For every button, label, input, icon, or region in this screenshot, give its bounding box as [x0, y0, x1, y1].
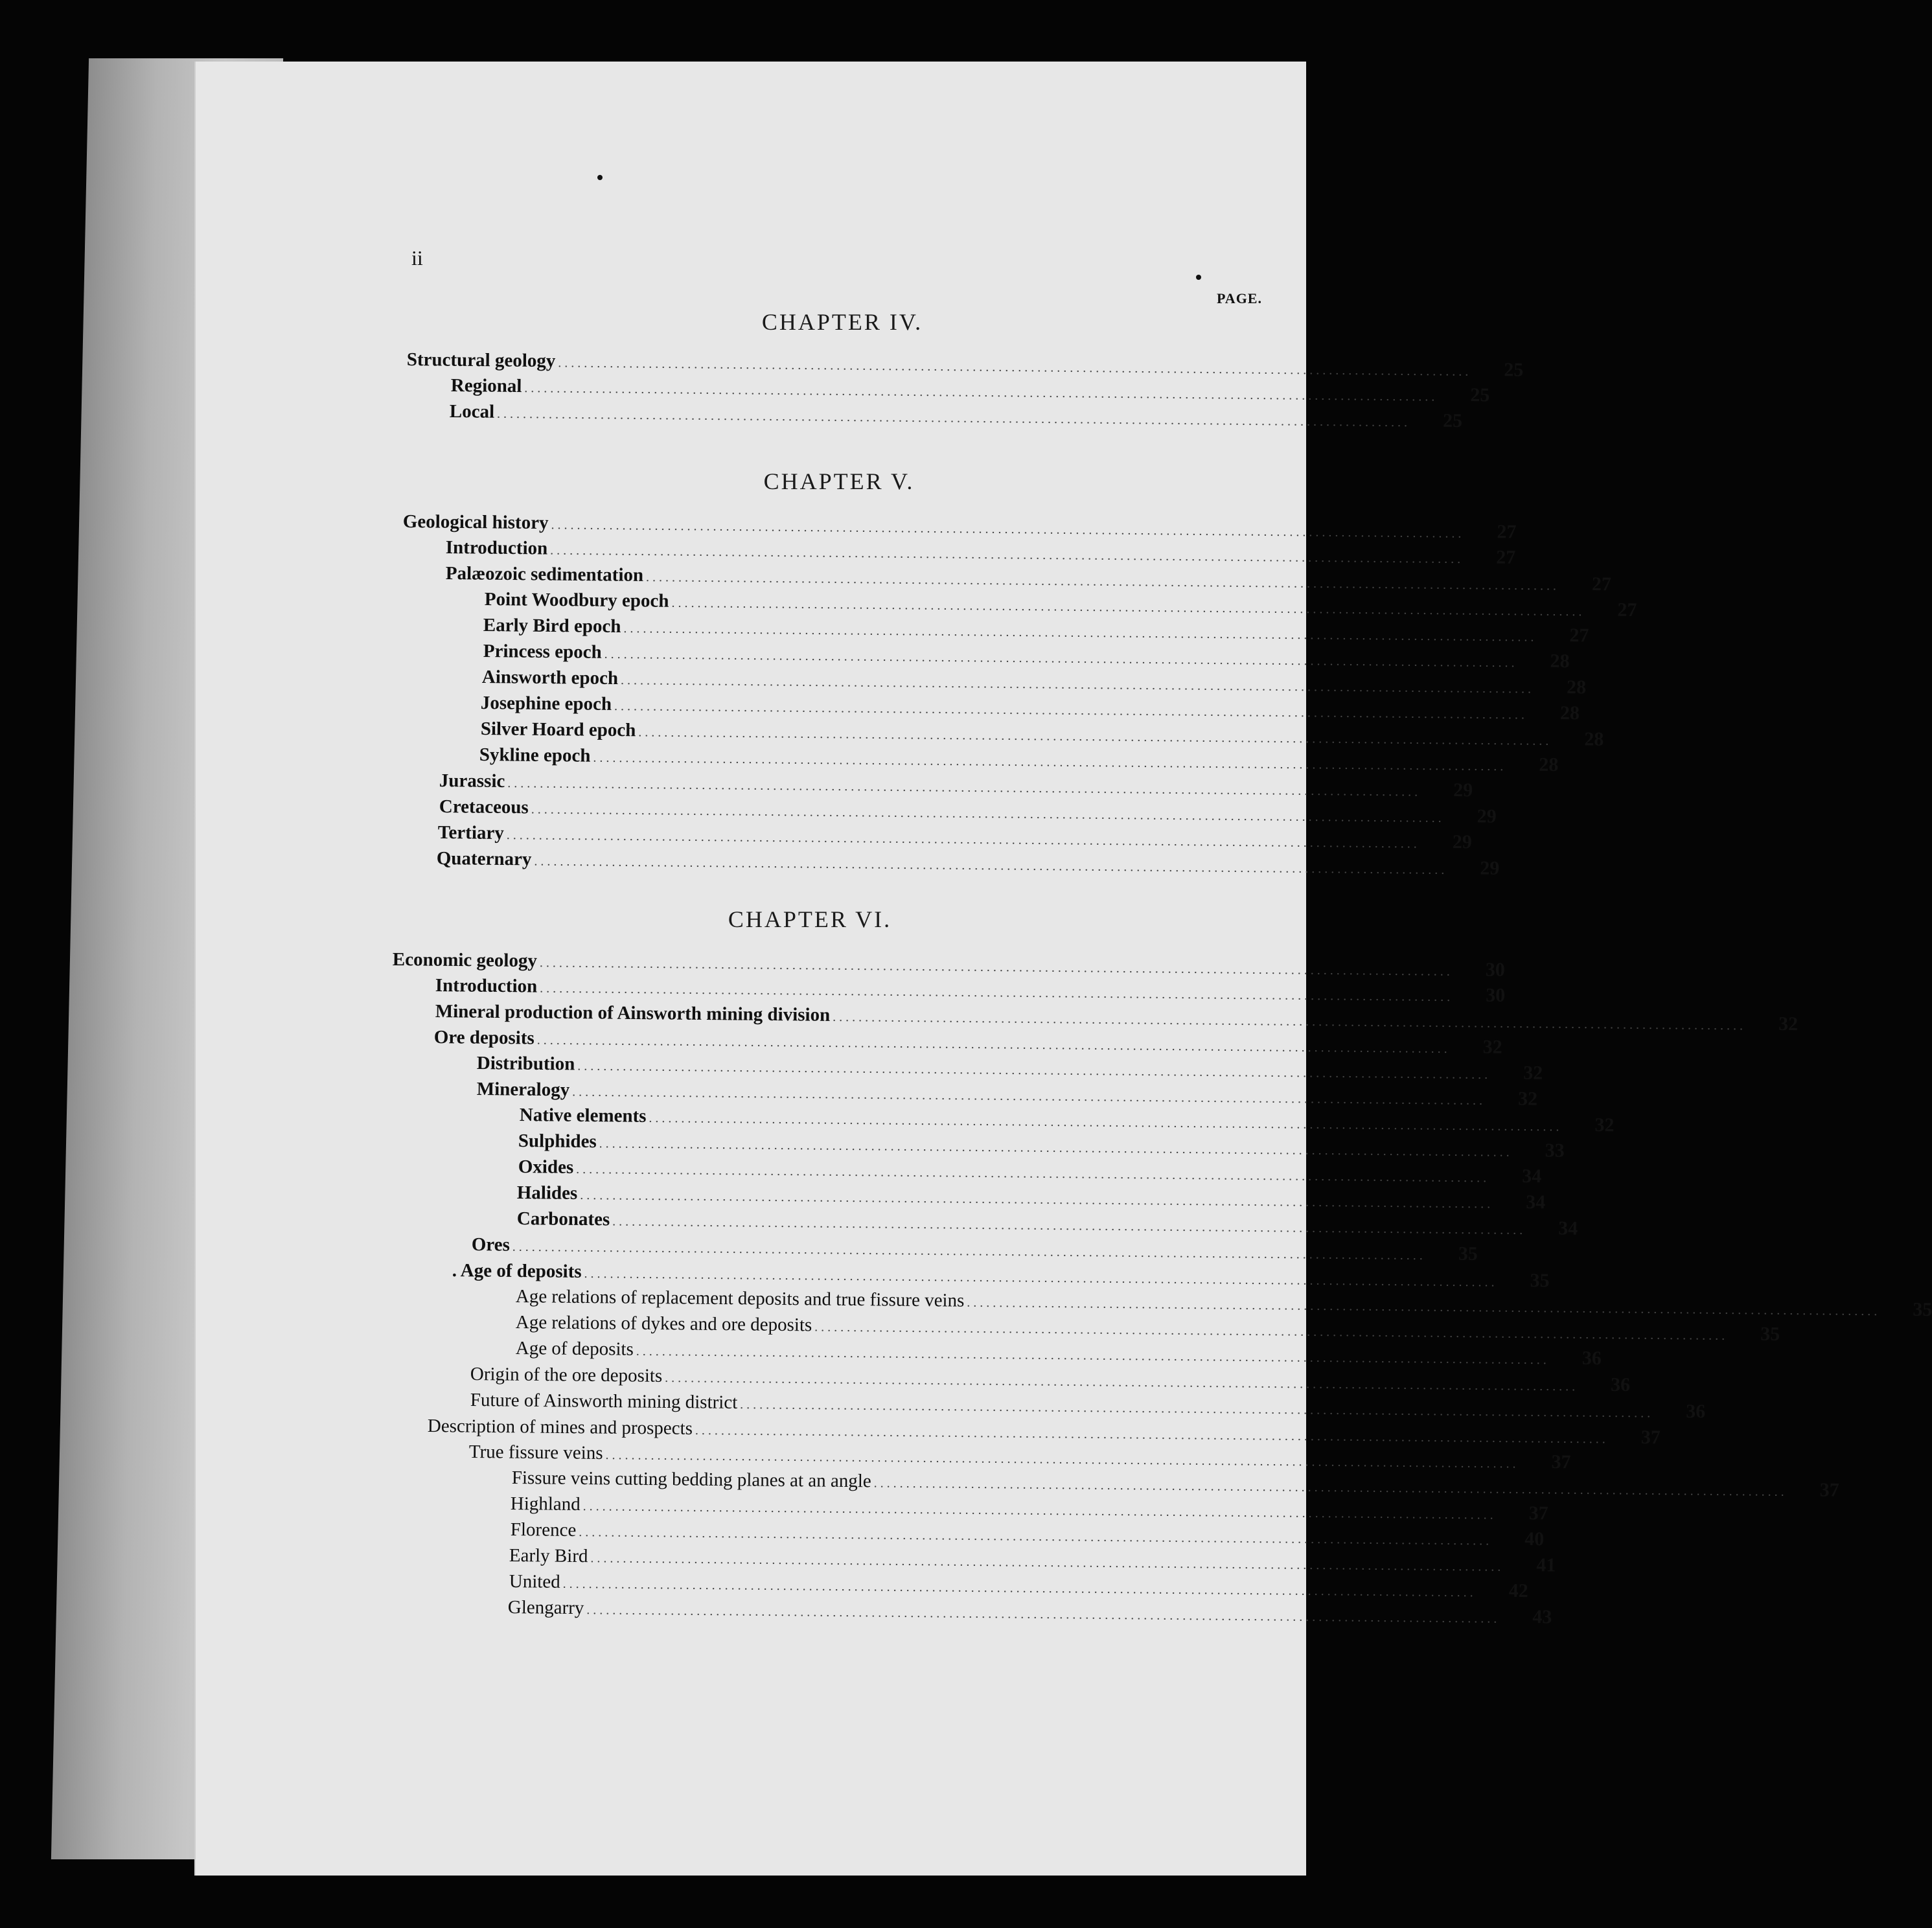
toc-entry-title: Age of deposits: [515, 1338, 634, 1360]
dot-leader: .............................................................................................................................................: [604, 647, 1518, 671]
toc-entry-title: Carbonates: [516, 1208, 610, 1230]
toc-entry-page: 27: [1617, 599, 1637, 621]
toc-entry-title: United: [509, 1571, 560, 1592]
toc-entry-page: 37: [1819, 1479, 1839, 1501]
ink-speck: [1196, 275, 1201, 280]
toc-entry-page: 32: [1778, 1013, 1799, 1035]
toc-entry-title: Origin of the ore deposits: [470, 1364, 663, 1386]
dot-leader: .............................................................................................................................................: [612, 1214, 1526, 1237]
toc-entry-title: Glengarry: [507, 1597, 584, 1619]
toc-entry-title: Palæozoic sedimentation: [445, 562, 644, 586]
toc-entry-title: Princess epoch: [483, 640, 602, 663]
dot-leader: .............................................................................................................................................: [536, 1033, 1451, 1057]
toc-entry-page: 43: [1532, 1606, 1552, 1628]
toc-entry-page: 35: [1530, 1269, 1550, 1292]
dot-leader: .............................................................................................................................................: [605, 1448, 1519, 1471]
dot-leader: .............................................................................................................................................: [524, 381, 1438, 404]
toc-entry-page: 36: [1581, 1347, 1602, 1370]
toc-entry-page: 27: [1495, 546, 1516, 568]
dot-leader: .............................................................................................................................................: [623, 621, 1537, 645]
toc-entry-title: True fissure veins: [468, 1441, 603, 1463]
toc-entry-page: 34: [1526, 1191, 1546, 1213]
toc-entry-title: Mineralogy: [476, 1079, 570, 1101]
toc-entry-page: 32: [1523, 1062, 1543, 1084]
toc-entry-page: 29: [1452, 831, 1472, 853]
toc-entry-title: Silver Hoard epoch: [480, 718, 636, 741]
dot-leader: .............................................................................................................................................: [506, 828, 1420, 851]
toc-entry-title: Introduction: [445, 536, 548, 559]
toc-entry-page: 28: [1539, 753, 1559, 775]
dot-leader: .............................................................................................................................................: [586, 1603, 1501, 1626]
dot-leader: .............................................................................................................................................: [873, 1476, 1788, 1499]
toc-entry-title: Point Woodbury epoch: [484, 588, 669, 612]
dot-leader: .............................................................................................................................................: [671, 595, 1585, 619]
toc-entry-title: Native elements: [519, 1105, 647, 1127]
dot-leader: .............................................................................................................................................: [551, 518, 1465, 541]
toc-entry-page: 28: [1559, 702, 1580, 724]
toc-entry-title: Quaternary: [436, 848, 532, 870]
toc-entry-page: 42: [1508, 1579, 1528, 1602]
toc-entry-page: 33: [1545, 1140, 1565, 1162]
toc-entry-title: Early Bird epoch: [483, 614, 621, 637]
toc-entry-title: Ore deposits: [433, 1027, 535, 1049]
dot-leader: .............................................................................................................................................: [967, 1295, 1881, 1319]
dot-leader: .............................................................................................................................................: [620, 673, 1535, 696]
toc-entry-title: Local: [449, 400, 495, 422]
dot-leader: .............................................................................................................................................: [558, 356, 1472, 379]
toc-entry-title: Halides: [516, 1182, 578, 1204]
dot-leader: .............................................................................................................................................: [740, 1397, 1654, 1421]
toc-entry-title: Geological history: [402, 511, 549, 534]
toc-entry-title: Future of Ainsworth mining district: [470, 1390, 738, 1413]
dot-leader: .............................................................................................................................................: [593, 750, 1507, 774]
dot-leader: .............................................................................................................................................: [512, 1239, 1426, 1263]
toc-entry-title: Age relations of dykes and ore deposits: [515, 1312, 812, 1336]
ink-speck: [597, 175, 603, 180]
toc-entry-page: 30: [1485, 984, 1506, 1006]
dot-leader: .............................................................................................................................................: [577, 1059, 1491, 1083]
toc-entry-title: Fissure veins cutting bedding planes at an angle: [511, 1467, 871, 1492]
toc-entry-title: Cretaceous: [439, 796, 529, 818]
chapter-heading: CHAPTER V.: [763, 468, 915, 494]
dot-leader: .............................................................................................................................................: [562, 1576, 1477, 1600]
toc-entry-title: Jurassic: [439, 770, 505, 792]
dot-leader: .............................................................................................................................................: [582, 1499, 1497, 1522]
dot-leader: .............................................................................................................................................: [645, 569, 1560, 593]
dot-leader: .............................................................................................................................................: [580, 1188, 1494, 1211]
toc-entry-page: 35: [1913, 1298, 1932, 1320]
chapter-heading: CHAPTER VI.: [728, 906, 892, 932]
toc-entry-page: 36: [1610, 1373, 1631, 1396]
dot-leader: .............................................................................................................................................: [550, 543, 1464, 567]
toc-entry-page: 41: [1536, 1554, 1556, 1576]
toc-entry-page: 34: [1558, 1217, 1578, 1239]
toc-entry-page: 37: [1528, 1502, 1548, 1524]
toc-entry-page: 25: [1442, 409, 1463, 432]
toc-entry-page: 32: [1482, 1036, 1502, 1058]
toc-entry-page: 37: [1640, 1426, 1661, 1449]
toc-entry-title: Age relations of replacement deposits and true fissure veins: [515, 1286, 965, 1311]
toc-entry-page: 30: [1485, 959, 1506, 981]
dot-leader: .............................................................................................................................................: [599, 1136, 1513, 1160]
chapter-heading: CHAPTER IV.: [761, 309, 923, 335]
dot-leader: .............................................................................................................................................: [579, 1525, 1493, 1548]
toc-entry-title: Structural geology: [406, 349, 556, 372]
toc-entry-page: 25: [1504, 359, 1524, 381]
toc-entry-page: 35: [1458, 1243, 1478, 1265]
dot-leader: .............................................................................................................................................: [590, 1551, 1504, 1574]
toc-entry-page: 27: [1591, 573, 1612, 595]
toc-entry-title: Description of mines and prospects: [427, 1416, 693, 1439]
page-column-header: PAGE.: [1217, 290, 1262, 306]
dot-leader: .............................................................................................................................................: [507, 776, 1421, 799]
toc-entry-page: 32: [1517, 1088, 1538, 1110]
dot-leader: .............................................................................................................................................: [496, 406, 1411, 430]
dot-leader: .............................................................................................................................................: [576, 1162, 1490, 1186]
toc-entry-page: 40: [1524, 1528, 1545, 1550]
dot-leader: .............................................................................................................................................: [636, 1344, 1550, 1368]
toc-entry-page: 28: [1550, 650, 1570, 672]
toc-entry-page: 29: [1480, 857, 1500, 879]
toc-entry-title: Distribution: [476, 1053, 575, 1075]
toc-entry-page: 32: [1594, 1114, 1615, 1136]
toc-entry-page: 34: [1522, 1165, 1542, 1188]
dot-leader: .............................................................................................................................................: [833, 1009, 1747, 1033]
toc-entry-title: Ainsworth epoch: [481, 667, 619, 689]
toc-entry-title: Florence: [510, 1519, 577, 1541]
toc-entry-page: 35: [1760, 1323, 1780, 1345]
toc-entry-page: 28: [1584, 728, 1604, 750]
toc-entry-page: 25: [1470, 384, 1490, 406]
toc-entry-page: 37: [1551, 1451, 1571, 1473]
dot-leader: .............................................................................................................................................: [572, 1084, 1486, 1108]
toc-entry-title: Sykline epoch: [479, 744, 591, 766]
toc-entry-page: 36: [1686, 1401, 1706, 1423]
toc-entry-title: Ores: [471, 1234, 511, 1256]
toc-entry-title: Introduction: [435, 975, 538, 997]
toc-entry-page: 29: [1477, 805, 1497, 827]
toc-entry-title: Tertiary: [437, 822, 505, 844]
toc-entry-title: Regional: [450, 374, 522, 397]
toc-entry-title: Sulphides: [518, 1130, 597, 1153]
toc-entry-page: 27: [1497, 521, 1517, 543]
toc-entry-page: 29: [1453, 779, 1473, 801]
dot-leader: .............................................................................................................................................: [539, 956, 1453, 979]
toc-entry-page: 28: [1566, 676, 1587, 698]
toc-entry-title: Economic geology: [392, 949, 538, 972]
dot-leader: .............................................................................................................................................: [584, 1266, 1498, 1290]
toc-entry-title: Josephine epoch: [480, 693, 612, 715]
toc-entry-title: Oxides: [518, 1156, 574, 1178]
toc-entry-title: . Age of deposits: [452, 1260, 582, 1282]
toc-entry-title: Early Bird: [509, 1545, 588, 1567]
dot-leader: .............................................................................................................................................: [814, 1320, 1729, 1343]
dot-leader: .............................................................................................................................................: [531, 802, 1445, 825]
dot-leader: .............................................................................................................................................: [638, 725, 1552, 748]
dot-leader: .............................................................................................................................................: [649, 1110, 1563, 1134]
dot-leader: .............................................................................................................................................: [534, 854, 1448, 877]
toc-entry-page: 27: [1569, 625, 1589, 647]
toc-entry-title: Mineral production of Ainsworth mining division: [435, 1001, 831, 1026]
dot-leader: .............................................................................................................................................: [695, 1423, 1609, 1447]
dot-leader: .............................................................................................................................................: [540, 981, 1454, 1005]
toc-entry-title: Highland: [510, 1493, 581, 1515]
dot-leader: .............................................................................................................................................: [614, 698, 1528, 722]
dot-leader: .............................................................................................................................................: [665, 1370, 1579, 1394]
page-number-roman: ii: [411, 246, 423, 270]
